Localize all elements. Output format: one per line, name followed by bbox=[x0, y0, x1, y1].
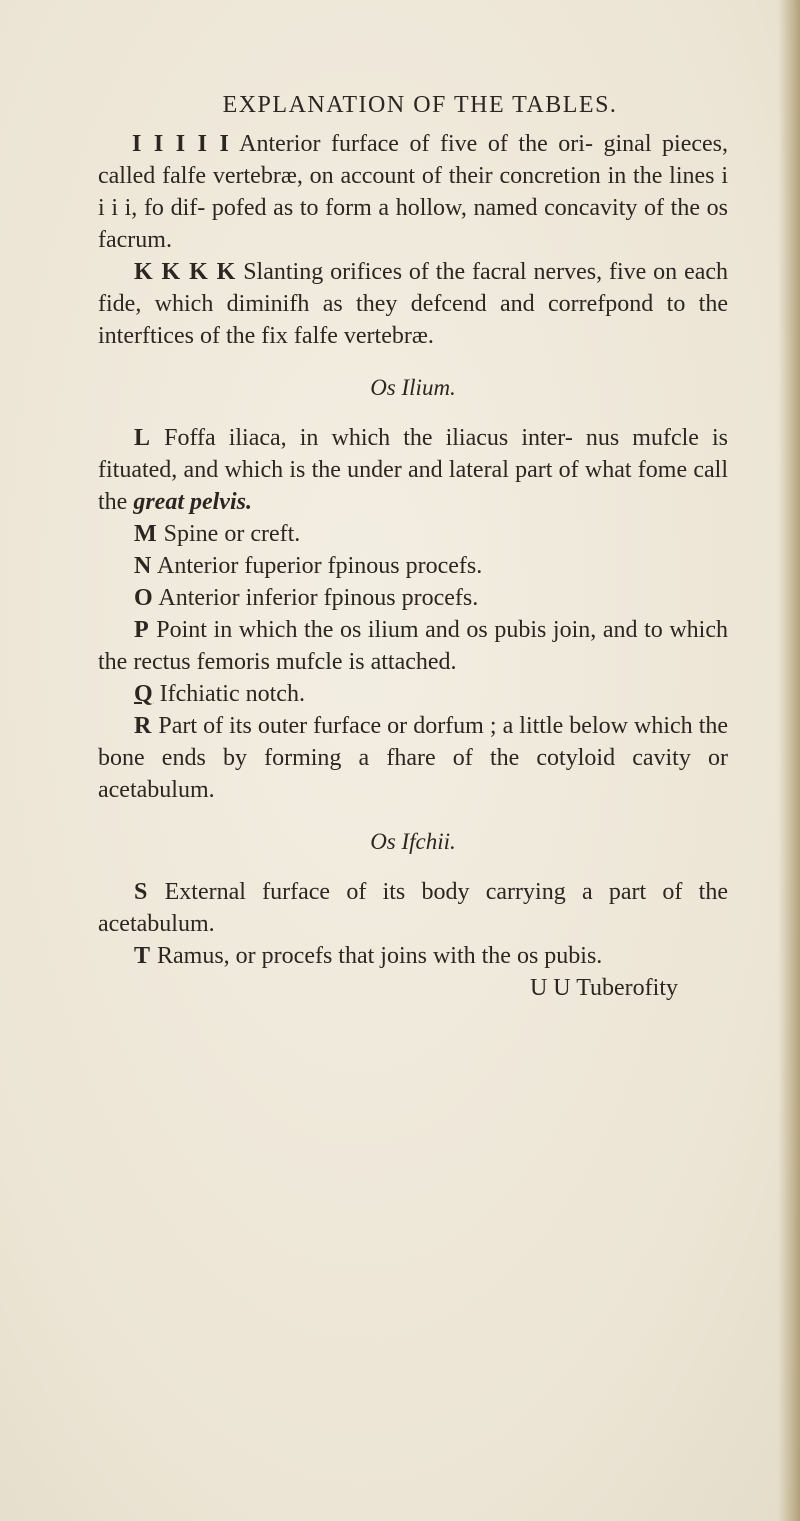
entry-O bbox=[98, 582, 728, 614]
entry-text: Foffa iliaca, in which the iliacus inter- nus mufcle is fituated, and which is the under and lateral part of what fome call the bbox=[98, 425, 728, 515]
entry-K bbox=[98, 256, 728, 352]
entry-label: I I I I I bbox=[132, 131, 230, 157]
entry-Q bbox=[98, 678, 728, 710]
entry-R bbox=[98, 710, 728, 806]
running-head: EXPLANATION OF THE TABLES. bbox=[222, 92, 618, 118]
page-body bbox=[98, 128, 728, 1004]
entry-M bbox=[98, 518, 728, 550]
entry-text: Part of its outer furface or dorfum ; a little below which the bone ends by forming a fhare of the cotyloid cavity or acetabulum. bbox=[98, 713, 729, 803]
entry-label: K K K K bbox=[134, 259, 237, 285]
entry-text: Ramus, or procefs that joins with the os pubis. bbox=[157, 943, 603, 969]
entry-text: Spine or creft. bbox=[163, 521, 301, 547]
catchword: U U Tuberofity bbox=[529, 975, 678, 1001]
entry-text: Point in which the os ilium and os pubis join, and to which the rectus femoris mufcle is attached. bbox=[98, 617, 728, 675]
entry-text: Anterior inferior fpinous procefs. bbox=[158, 585, 479, 611]
section-heading-ischii: Os Ifchii. bbox=[370, 829, 456, 854]
entry-label: S bbox=[134, 879, 149, 905]
entry-label: T bbox=[134, 943, 152, 969]
entry-I bbox=[98, 128, 728, 256]
entry-N bbox=[98, 550, 728, 582]
entry-T bbox=[98, 940, 728, 972]
entry-emphasis: great pelvis. bbox=[133, 489, 252, 515]
entry-label: N bbox=[134, 553, 153, 579]
entry-label: M bbox=[134, 521, 158, 547]
entry-text: External furface of its body carrying a part of the acetabulum. bbox=[98, 879, 728, 937]
entry-S bbox=[98, 876, 728, 940]
entry-label: L bbox=[134, 425, 152, 451]
entry-L bbox=[98, 422, 728, 518]
page-edge-shadow bbox=[778, 0, 800, 1521]
entry-label: Q bbox=[134, 681, 154, 707]
entry-text: Anterior fuperior fpinous procefs. bbox=[157, 553, 483, 579]
entry-text: Ifchiatic notch. bbox=[159, 681, 305, 707]
entry-label: P bbox=[134, 617, 150, 643]
entry-label: O bbox=[134, 585, 154, 611]
section-heading-ilium: Os Ilium. bbox=[370, 375, 456, 400]
entry-text: Slanting orifices of the facral nerves, five on each fide, which diminifh as they defcend and correfpond to the interftices of the fix falfe vertebræ. bbox=[98, 259, 729, 349]
entry-label: R bbox=[134, 713, 153, 739]
entry-text: Anterior furface of five of the ori- ginal pieces, called falfe vertebræ, on account of their concretion in the lines i i i i, fo dif- pofed as to form a hollow, named concavity of the os facrum. bbox=[98, 131, 728, 253]
entry-P bbox=[98, 614, 728, 678]
